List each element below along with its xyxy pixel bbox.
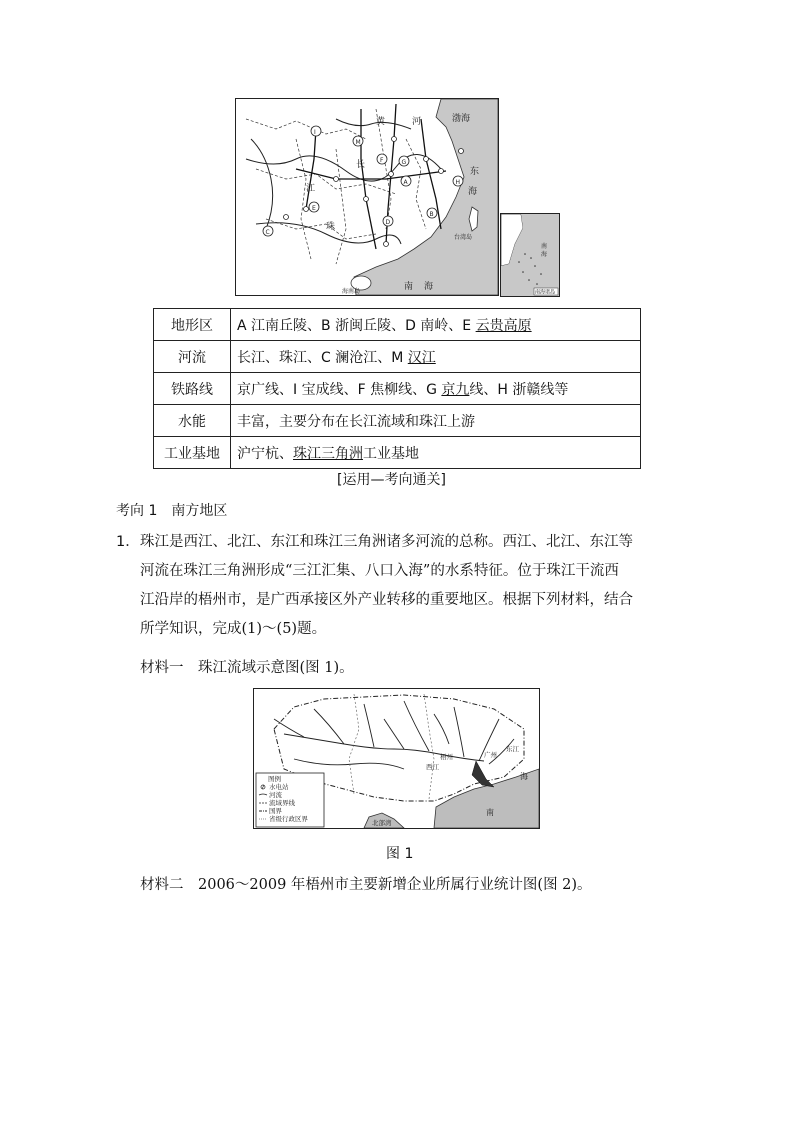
legend-title: 图例 — [268, 775, 281, 783]
table-row — [154, 341, 641, 373]
inset-note: 南海诸岛 — [535, 289, 556, 296]
marker-m — [353, 136, 363, 146]
inset-label-south: 南 — [541, 243, 548, 250]
table-text-segment: 长江、珠江、C 澜沧江、M — [237, 349, 408, 366]
svg-text:M: M — [355, 139, 361, 146]
pearl-river-map — [253, 688, 540, 829]
label-huang: 黄 — [376, 117, 386, 127]
label-wuzhou: 梧州 — [440, 753, 453, 761]
question-line: 河流在珠江三角洲形成“三江汇集、八口入海”的水系特征。位于珠江干流西 — [140, 563, 619, 579]
material-one-text: 珠江流域示意图(图 1)。 — [198, 660, 354, 676]
material-two-text: 2006～2009 年梧州市主要新增企业所属行业统计图(图 2)。 — [198, 877, 592, 893]
material-one-label: 材料一 — [140, 660, 184, 676]
china-south-map — [235, 98, 499, 296]
svg-text:C: C — [265, 229, 270, 236]
label-south: 南 — [404, 282, 414, 292]
marker-c — [263, 226, 273, 236]
marker-i — [311, 126, 321, 136]
question-line: 江沿岸的梧州市，是广西承接区外产业转移的重要地区。根据下列材料，结合 — [140, 592, 633, 608]
label-guangzhou: 广州 — [484, 751, 497, 759]
table-row-header: 地形区 — [154, 309, 231, 341]
label-xijiang: 西江 — [426, 763, 439, 771]
label-bohai: 渤海 — [452, 114, 471, 124]
table-row — [154, 405, 641, 437]
question-line: 珠江是西江、北江、东江和珠江三角洲诸多河流的总称。西江、北江、东江等 — [140, 534, 633, 550]
pearl-river-delta — [472, 761, 494, 787]
svg-text:省级行政区界: 省级行政区界 — [269, 815, 308, 823]
svg-text:E: E — [312, 205, 316, 212]
china-south-map-drawing — [236, 99, 498, 295]
table-row — [154, 373, 641, 405]
label-south-sea: 海 — [424, 282, 434, 292]
table-text-segment: 云贵高原 — [475, 317, 532, 334]
section-heading: 考向 1 南方地区 — [116, 503, 228, 519]
table-text-segment: 线、H 浙赣线等 — [469, 381, 569, 398]
table-row-content — [231, 437, 641, 469]
table-text-segment: A 江南丘陵、B 浙闽丘陵、D 南岭、E — [237, 317, 476, 334]
svg-text:H: H — [455, 179, 461, 186]
svg-text:F: F — [380, 157, 384, 164]
table-row-content — [231, 373, 641, 405]
table-text-segment: 珠江三角洲 — [293, 445, 363, 462]
marker-e — [309, 202, 319, 212]
marker-a — [401, 176, 411, 186]
svg-text:I: I — [314, 129, 316, 136]
label-hai: 海 — [520, 772, 528, 781]
figure-caption: 图 1 — [386, 846, 414, 862]
region-markers — [263, 126, 463, 236]
marker-g — [399, 156, 409, 166]
label-taiwan: 台湾岛 — [454, 234, 473, 241]
svg-text:B: B — [429, 211, 434, 218]
label-jiang: 江 — [306, 184, 316, 194]
rivers — [246, 119, 441, 244]
table-text-segment: 沪宁杭、 — [237, 445, 293, 462]
label-hainan: 海南岛 — [342, 288, 361, 295]
label-dongjiang: 东江 — [506, 745, 519, 753]
table-row — [154, 437, 641, 469]
svg-text:D: D — [385, 219, 391, 226]
question-number: 1． — [116, 534, 140, 550]
marker-b — [427, 208, 437, 218]
railways — [296, 104, 446, 249]
table-row-content — [231, 309, 641, 341]
svg-text:河流: 河流 — [269, 791, 282, 799]
label-zhu: 珠 — [326, 222, 336, 232]
table-text-segment: 丰富，主要分布在长江流域和珠江上游 — [237, 413, 475, 430]
marker-h — [453, 176, 463, 186]
table-text-segment: 汉江 — [407, 349, 436, 366]
marker-d — [383, 216, 393, 226]
marker-f — [377, 154, 387, 164]
label-he: 河 — [412, 117, 422, 127]
river-network — [274, 701, 514, 769]
svg-text:水电站: 水电站 — [269, 783, 289, 791]
question-text — [140, 528, 680, 644]
svg-text:流域界线: 流域界线 — [269, 799, 295, 807]
pearl-river-map-drawing — [254, 689, 539, 828]
svg-text:国界: 国界 — [269, 807, 282, 815]
inset-label-sea: 海 — [541, 251, 548, 258]
question-line: 所学知识，完成(1)～(5)题。 — [140, 621, 327, 637]
table-row — [154, 309, 641, 341]
table-row-header: 铁路线 — [154, 373, 231, 405]
table-row-header: 河流 — [154, 341, 231, 373]
table-row-content — [231, 341, 641, 373]
label-beibu: 北部湾 — [372, 819, 392, 827]
material-two-label: 材料二 — [140, 877, 184, 893]
table-text-segment: 工业基地 — [363, 445, 419, 462]
svg-text:G: G — [401, 159, 407, 166]
table-text-segment: 京广线、I 宝成线、F 焦柳线、G — [237, 381, 442, 398]
label-chang: 长 — [356, 160, 366, 170]
label-east-sea: 海 — [468, 187, 478, 197]
label-east: 东 — [470, 167, 480, 177]
label-nan: 南 — [486, 808, 494, 817]
inset-drawing — [501, 214, 559, 296]
material-one — [140, 656, 354, 677]
region-info-table — [153, 308, 641, 469]
sea-area — [354, 99, 498, 295]
south-china-sea-inset — [500, 213, 560, 297]
material-two — [140, 873, 592, 894]
table-row-header: 工业基地 — [154, 437, 231, 469]
svg-text:A: A — [403, 179, 408, 186]
table-row-header: 水能 — [154, 405, 231, 437]
table-text-segment: 京九 — [441, 381, 470, 398]
table-caption: [运用—考向通关] — [337, 472, 446, 488]
table-row-content — [231, 405, 641, 437]
